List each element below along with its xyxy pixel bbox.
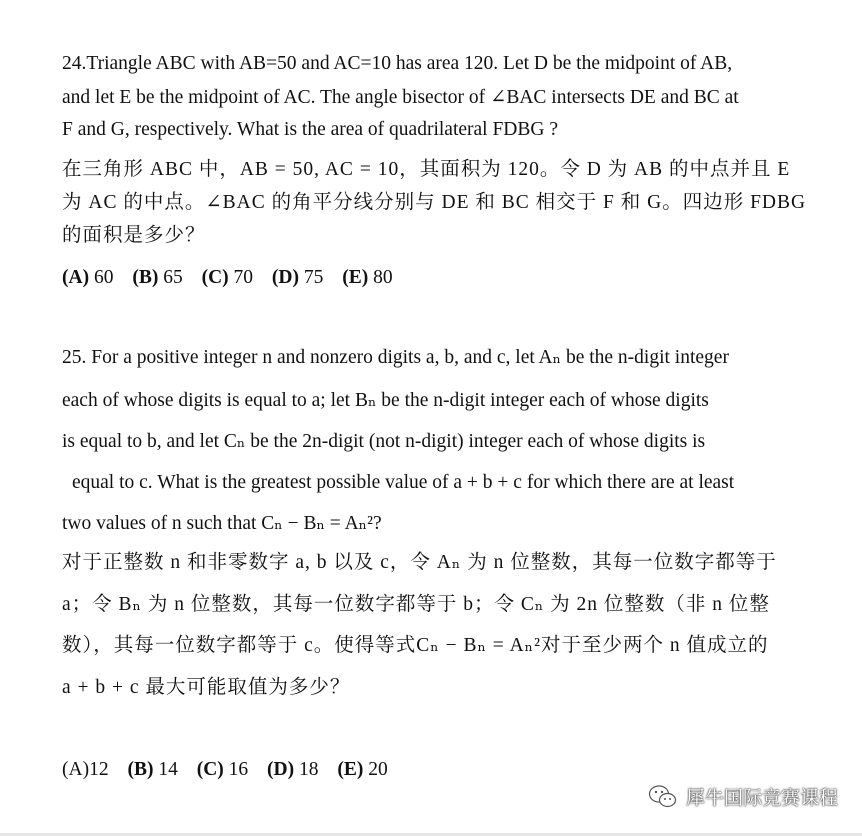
watermark <box>648 783 838 810</box>
problem-25-choices <box>62 760 388 780</box>
choice-value: 12 <box>89 759 109 780</box>
problem-25-line-cn: a + b + c 最大可能取值为多少？ <box>62 677 351 698</box>
watermark-text: 犀牛国际竞赛课程 <box>685 787 838 809</box>
choice-letter: (A) <box>62 267 90 288</box>
problem-25-line-cn: 对于正整数 n 和非零数字 a, b 以及 c，令 Aₙ 为 n 位整数，其每一位数字都等于 <box>62 552 777 573</box>
choice-letter: (B) <box>127 759 154 780</box>
problem-24-line: F and G, respectively. What is the area of quadrilateral FDBG ? <box>62 119 559 140</box>
choice-letter: (C) <box>201 267 229 288</box>
problem-24-line-cn: 在三角形 ABC 中，AB = 50, AC = 10，其面积为 120。令 D 为 AB 的中点并且 E <box>62 159 791 180</box>
problem-25-line-cn: a；令 Bₙ 为 n 位整数，其每一位数字都等于 b；令 Cₙ 为 2n 位整数（非 n 位整 <box>62 594 770 615</box>
wechat-icon <box>648 784 678 810</box>
choice-value: 60 <box>93 267 114 288</box>
problem-25-line: equal to c. What is the greatest possible value of a + b + c for which there are at least <box>72 472 735 493</box>
problem-25-line: two values of n such that Cₙ − Bₙ = Aₙ²? <box>62 513 382 534</box>
choice-letter: (E) <box>342 267 369 288</box>
choice-value: 80 <box>373 267 393 288</box>
choice-letter: (D) <box>267 759 295 780</box>
problem-24-line: and let E be the midpoint of AC. The angle bisector of ∠BAC intersects DE and BC at <box>62 87 739 108</box>
choice-value: 18 <box>298 759 319 780</box>
choice-value: 70 <box>233 267 254 288</box>
choice-value: 75 <box>303 267 324 288</box>
problem-25-line: 25. For a positive integer n and nonzero digits a, b, and c, let Aₙ be the n-digit integer <box>62 347 729 368</box>
problem-24-choices <box>62 268 393 288</box>
choice-value: 16 <box>228 759 249 780</box>
choice-value: 65 <box>163 267 183 288</box>
problem-25-line-cn: 数），其每一位数字都等于 c。使得等式Cₙ − Bₙ = Aₙ²对于至少两个 n 值成立的 <box>62 635 769 656</box>
choice-letter: (C) <box>196 759 224 780</box>
choice-letter: (B) <box>132 267 159 288</box>
choice-letter: (E) <box>337 759 364 780</box>
problem-24-line-cn: 为 AC 的中点。∠BAC 的角平分线分别与 DE 和 BC 相交于 F 和 G。四边形 FDBG <box>62 192 807 213</box>
choice-letter: (D) <box>271 267 299 288</box>
problem-25-line: is equal to b, and let Cₙ be the 2n-digit (not n-digit) integer each of whose digits is <box>62 431 706 452</box>
choice-value: 14 <box>158 759 178 780</box>
choice-letter: (A) <box>62 759 90 780</box>
choice-value: 20 <box>368 759 388 780</box>
problem-24-line: 24.Triangle ABC with AB=50 and AC=10 has area 120. Let D be the midpoint of AB, <box>62 53 733 74</box>
problem-25-line: each of whose digits is equal to a; let Bₙ be the n-digit integer each of whose digits <box>62 390 709 411</box>
problem-24-line-cn: 的面积是多少？ <box>62 225 206 246</box>
